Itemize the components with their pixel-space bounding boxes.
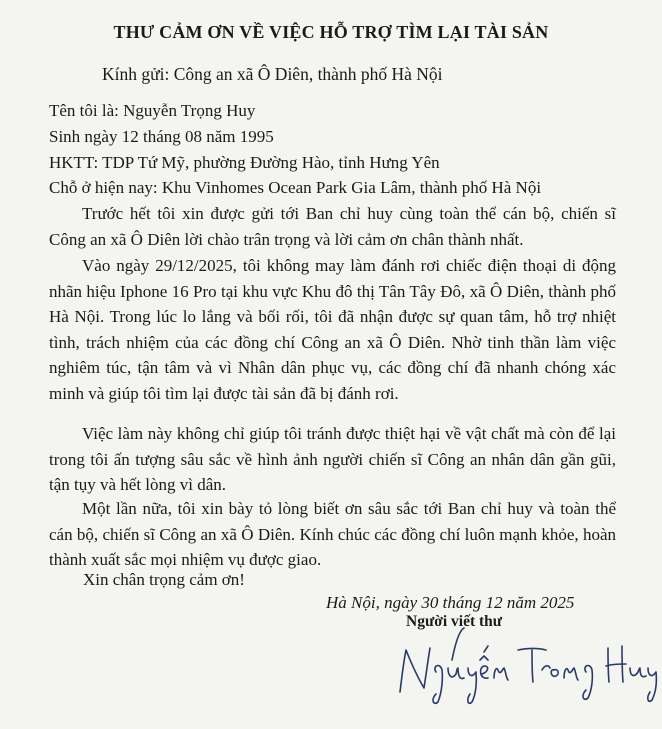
paragraph-incident-text: Vào ngày 29/12/2025, tôi không may làm đánh rơi chiếc điện thoại di động nhãn hiệu Iphone 16 Pro tại khu vực Khu đô thị Tân Tây Đô, xã Ô Diên, thành phố Hà Nội. Trong lúc lo lắng và bối rối, tôi đã nhận được sự quan tâm, hỗ trợ nhiệt tình, trách nhiệm của các đồng chí Công an xã Ô Diên. Nhờ tinh thần làm việc nghiêm túc, tận tâm và vì Nhân dân phục vụ, các đồng chí đã nhanh chóng xác minh và giúp tôi tìm lại được tài sản đã bị đánh rơi. — [49, 256, 616, 403]
paragraph-gratitude-text: Một lần nữa, tôi xin bày tỏ lòng biết ơn sâu sắc tới Ban chỉ huy và toàn thể cán bộ, chiến sĩ Công an xã Ô Diên. Kính chúc các đồng chí luôn mạnh khỏe, hoàn thành xuất sắc mọi nhiệm vụ được giao. — [49, 499, 616, 569]
info-name: Tên tôi là: Nguyễn Trọng Huy — [49, 101, 256, 120]
date-line: Hà Nội, ngày 30 tháng 12 năm 2025 — [326, 593, 575, 612]
letter-title: THƯ CẢM ƠN VỀ VIỆC HỖ TRỢ TÌM LẠI TÀI SẢN — [113, 22, 549, 42]
paragraph-greeting-text: Trước hết tôi xin được gửi tới Ban chỉ huy cùng toàn thể cán bộ, chiến sĩ Công an xã Ô Diên lời chào trân trọng và lời cảm ơn chân thành nhất. — [49, 204, 616, 249]
handwritten-signature — [380, 620, 660, 710]
salutation: Kính gửi: Công an xã Ô Diên, thành phố Hà Nội — [102, 64, 443, 84]
signer-label: Người viết thư — [406, 613, 503, 630]
paragraph-incident — [49, 253, 616, 406]
paragraph-impression — [49, 421, 616, 498]
closing-line: Xin chân trọng cảm ơn! — [83, 570, 245, 589]
info-hktt: HKTT: TDP Tứ Mỹ, phường Đường Hào, tỉnh Hưng Yên — [49, 153, 440, 172]
info-dob: Sinh ngày 12 tháng 08 năm 1995 — [49, 127, 274, 146]
paragraph-gratitude — [49, 496, 616, 573]
paragraph-greeting — [49, 201, 616, 252]
paragraph-impression-text: Việc làm này không chỉ giúp tôi tránh được thiệt hại về vật chất mà còn để lại trong tôi ấn tượng sâu sắc về hình ảnh người chiến sĩ Công an nhân dân gần gũi, tận tụy và hết lòng vì dân. — [49, 424, 616, 494]
info-residence: Chỗ ở hiện nay: Khu Vinhomes Ocean Park Gia Lâm, thành phố Hà Nội — [49, 178, 542, 197]
